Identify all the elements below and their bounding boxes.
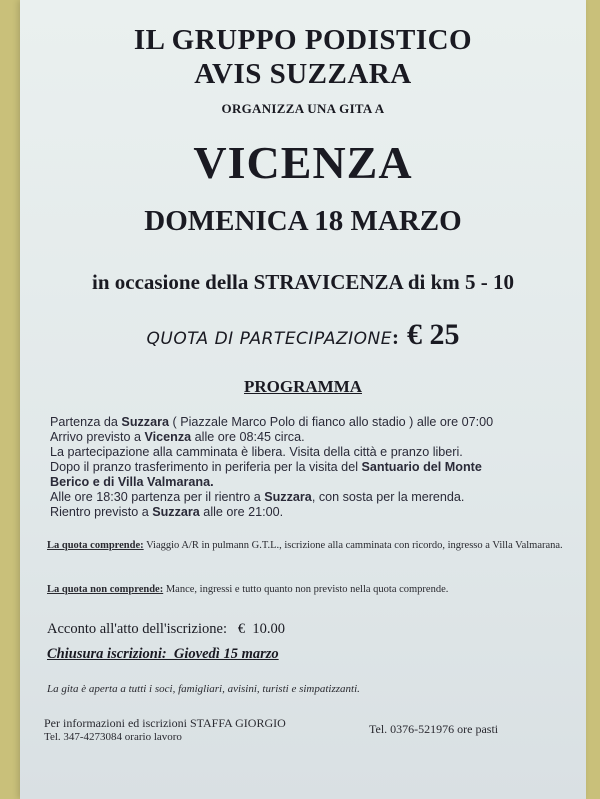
registration-deadline: Chiusura iscrizioni: Giovedì 15 marzo [47,646,279,662]
fee-includes-label: La quota comprende: [47,540,144,551]
contact-info-line1: Per informazioni ed iscrizioni STAFFA GIORGIO [44,716,286,730]
organizes-trip-caption: ORGANIZZA UNA GITA A [221,101,385,116]
fee-value: € 25 [406,318,460,351]
program-line: Rientro previsto a Suzzara alle ore 21:00. [50,505,284,519]
fee-excludes-label: La quota non comprende: [47,584,164,595]
fee-includes [47,538,567,554]
contact-info-line2: Tel. 347-4273084 orario lavoro [44,731,182,743]
open-to-all-note: La gita è aperta a tutti i soci, famigliari, avisini, turisti e simpatizzanti. [47,683,360,695]
fee-excludes-text: Mance, ingressi e tutto quanto non previsto nella quota comprende. [163,584,449,595]
participation-fee [20,318,586,352]
flyer-sheet [20,0,586,799]
fee-colon: : [391,325,399,349]
event-date: DOMENICA 18 MARZO [144,205,462,237]
organizer-title-line2: AVIS SUZZARA [194,58,412,90]
program-heading: PROGRAMMA [243,377,363,396]
program-line: Partenza da Suzzara ( Piazzale Marco Polo di fianco allo stadio ) alle ore 07:00 [50,415,494,429]
deposit-info: Acconto all'atto dell'iscrizione: € 10.00 [47,621,285,637]
organizer-title-line1: IL GRUPPO PODISTICO [133,24,473,56]
event-occasion: in occasione della STRAVICENZA di km 5 - 10 [91,270,514,294]
contact-phone-meals: Tel. 0376-521976 ore pasti [369,722,499,736]
fee-excludes [47,582,448,598]
program-line: Arrivo previsto a Vicenza alle ore 08:45 circa. [50,430,305,444]
destination-title: VICENZA [193,137,413,188]
program-line: La partecipazione alla camminata è libera. Visita della città e pranzo liberi. [50,445,463,459]
program-line: Dopo il pranzo trasferimento in periferia per la visita del Santuario del Monte [50,460,482,474]
fee-includes-text: Viaggio A/R in pulmann G.T.L., iscrizione alla camminata con ricordo, ingresso a Villa Valmarana. [143,540,563,551]
program-details [50,415,493,520]
program-line: Berico e di Villa Valmarana. [50,475,214,489]
program-line: Alle ore 18:30 partenza per il rientro a Suzzara, con sosta per la merenda. [50,490,465,504]
fee-label: QUOTA DI PARTECIPAZIONE [146,329,392,349]
